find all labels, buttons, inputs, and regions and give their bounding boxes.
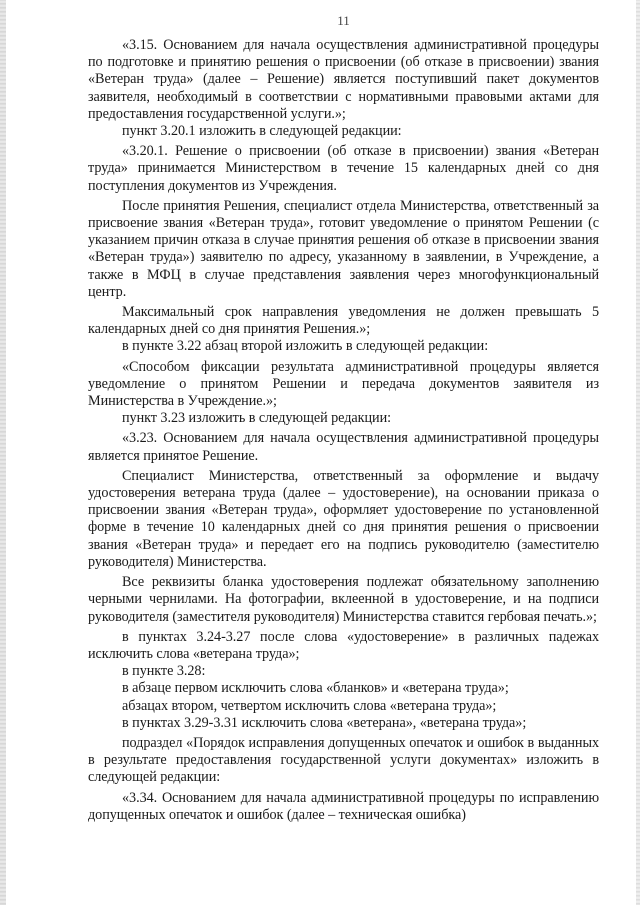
paragraph: «Способом фиксации результата административной процедуры является уведомление о принятом Решении и передача документов заявителя из Министерства в Учреждение.»; xyxy=(88,358,599,410)
paragraph: Максимальный срок направления уведомления не должен превышать 5 календарных дней со дня принятия Решения.»; xyxy=(88,304,599,338)
paragraph: «3.15. Основанием для начала осуществления административной процедуры по подготовке и принятию решения о присвоении (об отказе в присвоении) звания «Ветеран труда» (далее – Решение) является поступивший пакет документов заявителя, необходимый в соответствии с нормативными правовыми актами для предоставления государственной услуги.»; xyxy=(88,37,599,122)
paragraph: «3.23. Основанием для начала осуществления административной процедуры является принятое Решение. xyxy=(88,430,599,464)
scan-edge-right xyxy=(636,0,640,905)
paragraph: в пунктах 3.29-3.31 исключить слова «ветерана», «ветерана труда»; xyxy=(122,714,527,731)
document-body xyxy=(88,37,599,824)
paragraph: пункт 3.23 изложить в следующей редакции: xyxy=(122,410,392,427)
paragraph: пункт 3.20.1 изложить в следующей редакции: xyxy=(122,123,402,140)
paragraph: «3.34. Основанием для начала административной процедуры по исправлению допущенных опечаток и ошибок (далее – техническая ошибка) xyxy=(88,789,599,823)
document-page xyxy=(88,0,599,824)
paragraph: Все реквизиты бланка удостоверения подлежат обязательному заполнению черными чернилами. На фотографии, вклеенной в удостоверение, и на подписи руководителя (заместителя руководителя) Министерства ставится гербовая печать.»; xyxy=(88,574,599,625)
page-number: 11 xyxy=(337,13,350,28)
paragraph: Специалист Министерства, ответственный за оформление и выдачу удостоверения ветерана труда (далее – удостоверение), на основании приказа о присвоении звания «Ветеран труда», оформляет удостоверение по установленной форме в течение 10 календарных дней со дня принятия решения о присвоении звания «Ветеран труда» и передает его на подпись руководителю (заместителю руководителя) Министерства. xyxy=(88,467,599,570)
paragraph: в пункте 3.22 абзац второй изложить в следующей редакции: xyxy=(122,338,489,355)
scan-edge-left xyxy=(0,0,6,905)
paragraph: «3.20.1. Решение о присвоении (об отказе в присвоении) звания «Ветеран труда» принимается Министерством в течение 15 календарных дней со дня поступления документов из Учреждения. xyxy=(88,143,599,194)
paragraph: в пунктах 3.24-3.27 после слова «удостоверение» в различных падежах исключить слова «ветерана труда»; xyxy=(88,628,599,662)
paragraph: в пункте 3.28: xyxy=(122,663,206,680)
paragraph: После принятия Решения, специалист отдела Министерства, ответственный за присвоение звания «Ветеран труда», готовит уведомление о принятом Решении (с указанием причин отказа в случае принятия решения об отказе в присвоении звания «Ветеран труда») заявителю по адресу, указанному в заявлении, в Учреждение, а также в МФЦ в случае представления заявления через многофункциональный центр. xyxy=(88,197,599,300)
paragraph: в абзаце первом исключить слова «бланков» и «ветерана труда»; xyxy=(122,680,509,697)
paragraph: подраздел «Порядок исправления допущенных опечаток и ошибок в выданных в результате предоставления государственной услуги документах» изложить в следующей редакции: xyxy=(88,734,599,786)
paragraph: абзацах втором, четвертом исключить слова «ветерана труда»; xyxy=(122,697,497,714)
